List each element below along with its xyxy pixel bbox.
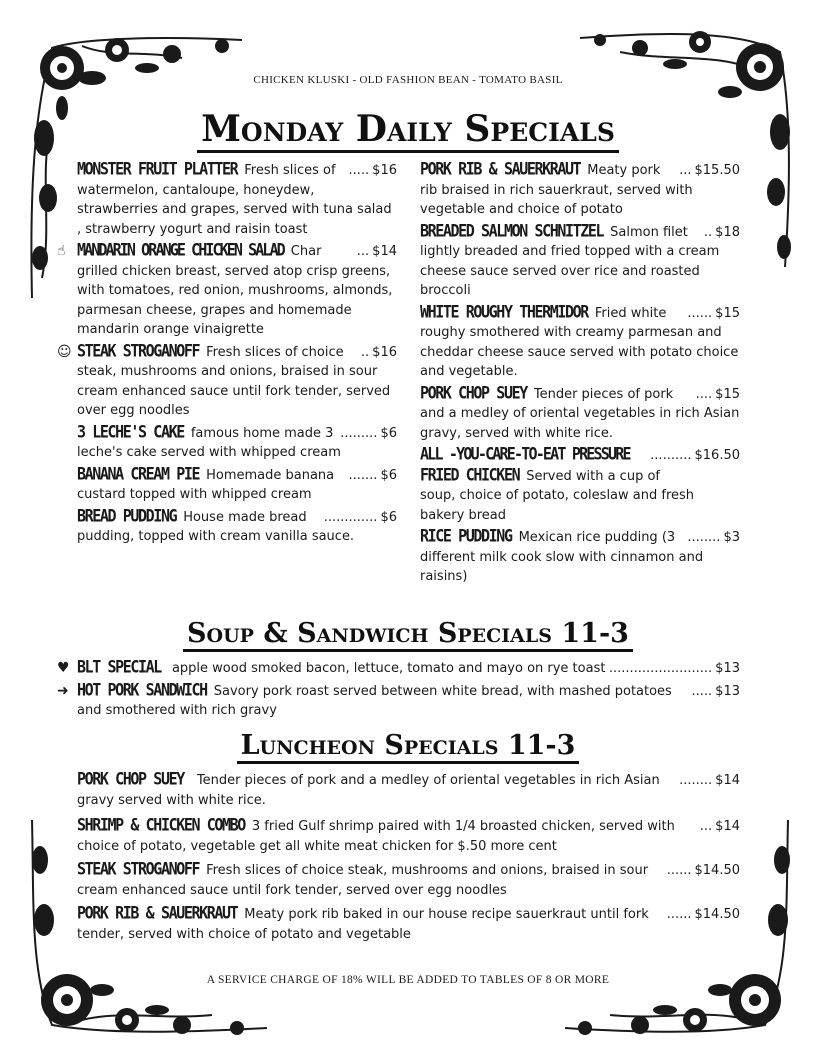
- hand-icon: ☝: [57, 243, 66, 259]
- menu-item: [77, 904, 740, 944]
- item-leader-dots: .....: [348, 163, 370, 178]
- item-price: $16: [372, 344, 397, 360]
- item-description: Meaty pork rib baked in our house recipe sauerkraut until fork: [244, 907, 649, 922]
- item-description: Char: [290, 244, 322, 259]
- item-price: $14.50: [694, 863, 740, 878]
- menu-item: [57, 656, 740, 679]
- item-price: $14: [715, 773, 740, 788]
- item-name-continued: FRIED CHICKEN: [420, 464, 520, 485]
- item-description: Homemade banana: [206, 467, 335, 483]
- item-price: $6: [380, 467, 397, 483]
- item-name: PORK RIB & SAUERKRAUT: [420, 158, 581, 180]
- menu-item: [420, 445, 740, 525]
- item-name: PORK CHOP SUEY: [77, 768, 184, 790]
- item-name: MANDARIN ORANGE CHICKEN SALAD: [77, 239, 284, 261]
- arrow-icon: ➜: [57, 682, 69, 699]
- item-description: Fresh slices of: [244, 163, 336, 178]
- item-leader-dots: .........: [340, 425, 378, 441]
- item-description-continued: grilled chicken breast, served atop crisp greens, with tomatoes, red onion, mushrooms, almonds, parmesan cheese, grapes and homemade mandarin orange vinaigrette: [77, 263, 393, 337]
- item-description-continued: gravy served with white rice.: [77, 792, 266, 808]
- item-description-continued: custard topped with whipped cream: [77, 487, 312, 502]
- menu-item: [420, 160, 740, 220]
- item-description: Tender pieces of pork: [533, 386, 674, 402]
- menu-item: [77, 860, 740, 900]
- heart-icon: ♥: [57, 660, 70, 676]
- menu-item: [420, 222, 740, 301]
- item-description-continued: cream enhanced sauce until fork tender, served over egg noodles: [77, 882, 507, 898]
- item-name: BLT SPECIAL: [77, 656, 161, 678]
- item-description-continued: and a medley of oriental vegetables in rich Asian gravy, served with white rice.: [420, 406, 740, 441]
- menu-item: [420, 384, 740, 444]
- item-leader-dots: ......: [687, 305, 713, 321]
- item-price: $6: [380, 425, 397, 441]
- item-description-continued: leche's cake served with whipped cream: [77, 445, 341, 460]
- item-leader-dots: ...: [699, 819, 713, 834]
- item-leader-dots: .....: [691, 683, 713, 699]
- item-price: $16.50: [694, 448, 740, 463]
- item-leader-dots: .........................: [608, 661, 713, 676]
- item-name: STEAK STROGANOFF: [77, 340, 200, 361]
- item-price: $14.50: [694, 907, 740, 922]
- daily-specials-right-column: [420, 160, 740, 589]
- item-description-continued: roughy smothered with creamy parmesan and cheddar cheese sauce served with potato choice and vegetable.: [420, 325, 739, 379]
- soup-sandwich-title: [0, 618, 816, 652]
- soup-sandwich-list: [57, 656, 740, 723]
- item-price: $18: [715, 224, 740, 240]
- item-leader-dots: .......: [348, 467, 378, 483]
- luncheon-title: [0, 730, 816, 764]
- item-leader-dots: ..: [703, 224, 713, 240]
- item-price: $6: [380, 509, 397, 525]
- item-name: SHRIMP & CHICKEN COMBO: [77, 814, 245, 836]
- item-description-continued: lightly breaded and fried topped with a cream cheese sauce served over rice and roasted broccoli: [420, 244, 720, 298]
- item-name: STEAK STROGANOFF: [77, 858, 200, 880]
- menu-item: [77, 816, 740, 856]
- item-name: BREADED SALMON SCHNITZEL: [420, 220, 604, 241]
- item-price: $14: [372, 244, 397, 259]
- menu-item: [420, 527, 740, 587]
- item-description-continued: different milk cook slow with cinnamon and raisins): [420, 549, 704, 584]
- item-name: MONSTER FRUIT PLATTER: [77, 158, 238, 180]
- item-leader-dots: ......: [666, 863, 692, 878]
- item-description-continued: steak, mushrooms and onions, braised in sour cream enhanced sauce until fork tender, served over egg noodles: [77, 364, 391, 418]
- item-leader-dots: ...: [356, 244, 370, 259]
- item-leader-dots: .............: [323, 509, 378, 525]
- item-description-continued: and smothered with rich gravy: [77, 703, 277, 718]
- menu-item: [77, 423, 397, 463]
- item-leader-dots: ..: [360, 344, 370, 360]
- item-price: $13: [715, 683, 740, 699]
- item-description-continued: pudding, topped with cream vanilla sauce.: [77, 529, 355, 544]
- item-leader-dots: ....: [695, 386, 713, 402]
- item-description-continued: soup, choice of potato, coleslaw and fresh bakery bread: [420, 488, 695, 523]
- item-leader-dots: ..........: [650, 448, 692, 463]
- luncheon-title-text: Luncheon Specials 11-3: [237, 732, 580, 764]
- daily-specials-left-column: [57, 158, 397, 549]
- item-price: $16: [372, 163, 397, 178]
- item-name: 3 LECHE'S CAKE: [77, 421, 184, 442]
- item-price: $14: [715, 819, 740, 834]
- menu-item: [57, 340, 397, 421]
- item-description: Savory pork roast served between white bread, with mashed potatoes: [213, 683, 672, 699]
- item-leader-dots: ........: [679, 773, 713, 788]
- item-description: Served with a cup of: [526, 468, 660, 484]
- item-description: 3 fried Gulf shrimp paired with 1/4 broasted chicken, served with: [251, 819, 675, 834]
- soups-of-the-day: CHICKEN KLUSKI - OLD FASHION BEAN - TOMATO BASIL: [253, 74, 563, 86]
- item-name: PORK CHOP SUEY: [420, 382, 527, 403]
- item-description: Salmon filet: [610, 224, 688, 240]
- item-description: Tender pieces of pork and a medley of oriental vegetables in rich Asian: [196, 773, 660, 788]
- menu-item: [57, 679, 740, 721]
- item-name: BANANA CREAM PIE: [77, 463, 200, 484]
- item-price: $15.50: [694, 163, 740, 178]
- item-description: House made bread: [183, 509, 307, 525]
- item-description: famous home made 3: [190, 425, 334, 441]
- item-name: RICE PUDDING: [420, 525, 512, 547]
- item-description-continued: rib braised in rich sauerkraut, served with vegetable and choice of potato: [420, 182, 693, 217]
- item-price: $3: [723, 530, 740, 545]
- item-name: HOT PORK SANDWICH: [77, 679, 207, 700]
- daily-specials-title-text: Monday Daily Specials: [197, 111, 619, 153]
- item-leader-dots: ...: [679, 163, 692, 178]
- item-name: PORK RIB & SAUERKRAUT: [77, 902, 238, 924]
- item-price: $15: [715, 386, 740, 402]
- item-leader-dots: ......: [666, 907, 692, 922]
- item-description: Fresh slices of choice steak, mushrooms and onions, braised in sour: [206, 863, 649, 878]
- item-description-continued: watermelon, cantaloupe, honeydew, strawberries and grapes, served with tuna salad , strawberry yogurt and raisin toast: [77, 182, 392, 237]
- menu-item: [77, 507, 397, 547]
- luncheon-list: [77, 770, 740, 946]
- menu-item: [77, 465, 397, 505]
- menu-item: [420, 303, 740, 382]
- item-description: Meaty pork: [587, 163, 661, 178]
- service-charge-notice: A SERVICE CHARGE OF 18% WILL BE ADDED TO TABLES OF 8 OR MORE: [206, 974, 610, 986]
- item-name: WHITE ROUGHY THERMIDOR: [420, 301, 588, 322]
- menu-item: [77, 770, 740, 810]
- item-description-continued: choice of potato, vegetable get all white meat chicken for $.50 more cent: [77, 838, 557, 854]
- chef-icon: ☺: [57, 343, 72, 360]
- item-description: apple wood smoked bacon, lettuce, tomato and mayo on rye toast: [171, 661, 606, 676]
- soup-sandwich-title-text: Soup & Sandwich Specials 11-3: [183, 620, 633, 652]
- item-price: $13: [715, 661, 740, 676]
- item-description: Mexican rice pudding (3: [518, 530, 676, 545]
- item-description-continued: tender, served with choice of potato and vegetable: [77, 926, 411, 942]
- menu-item: [57, 239, 397, 340]
- daily-specials-title: [0, 108, 816, 153]
- item-description: Fresh slices of choice: [206, 344, 344, 360]
- menu-item: [77, 160, 397, 239]
- item-name: BREAD PUDDING: [77, 505, 177, 526]
- item-name: ALL -YOU-CARE-TO-EAT PRESSURE: [420, 443, 630, 465]
- item-price: $15: [715, 305, 740, 321]
- item-leader-dots: ........: [687, 530, 721, 545]
- item-description: Fried white: [594, 305, 667, 321]
